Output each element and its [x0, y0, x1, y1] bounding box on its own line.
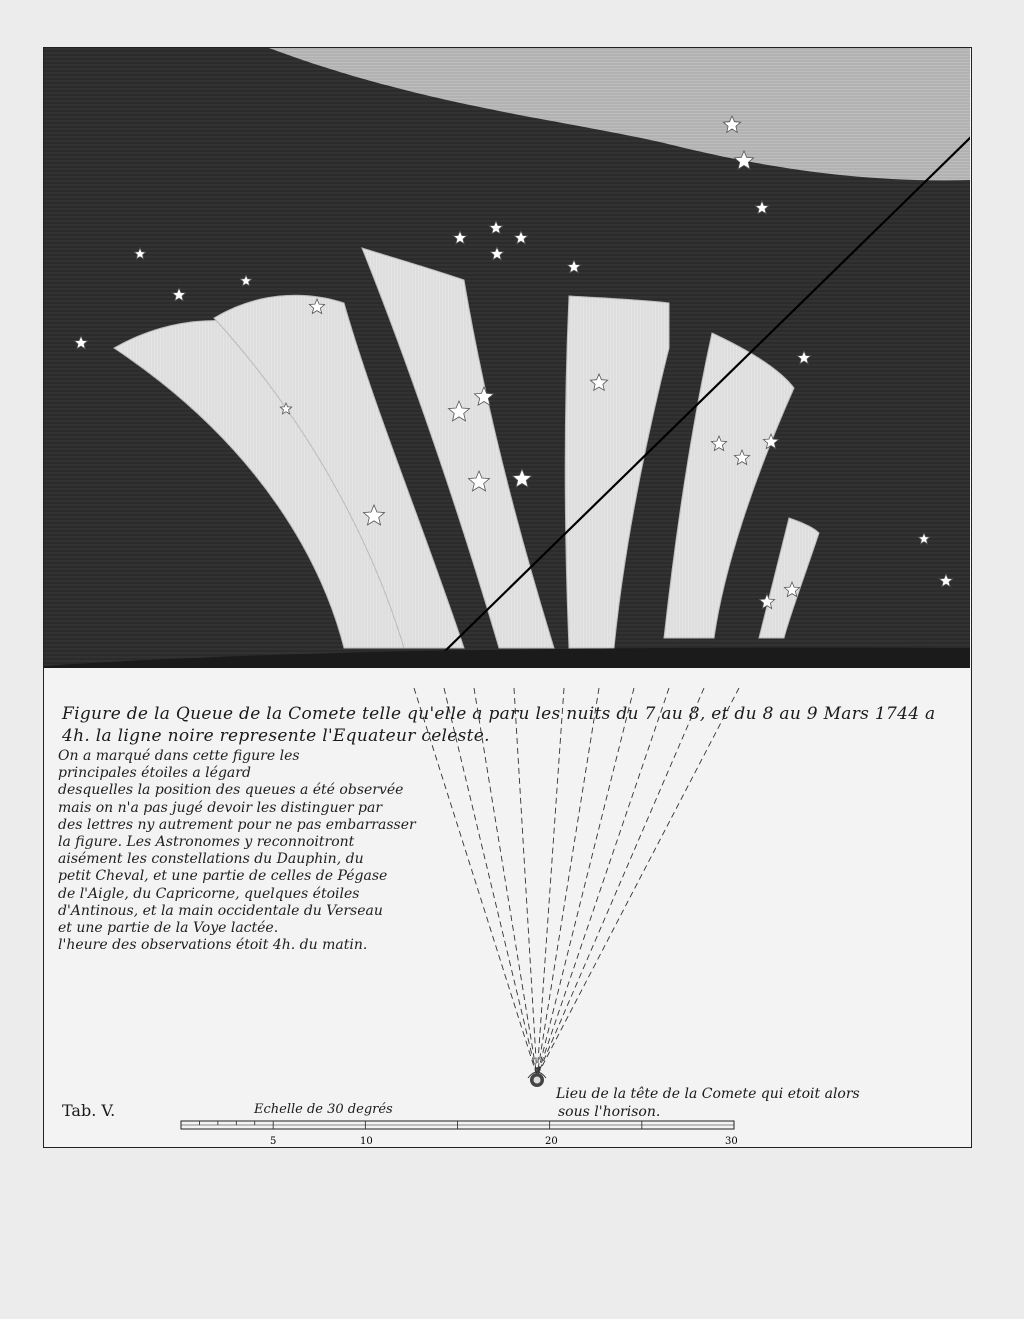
scale-tick-label: 30 [725, 1136, 738, 1147]
tail-projection-line [537, 688, 669, 1076]
tail-projection-line [414, 688, 537, 1076]
convergence-lines [44, 48, 970, 1148]
note-line: d'Antinous, et la main occidentale du Verseau [58, 902, 383, 919]
note-line: de l'Aigle, du Capricorne, quelques étoiles [58, 885, 360, 902]
comet-head-icon [528, 1072, 546, 1087]
note-line: principales étoiles a légard [58, 765, 251, 782]
scale-tick-label: 20 [545, 1136, 558, 1147]
tail-projection-line [514, 688, 537, 1076]
tail-projection-line [537, 688, 599, 1076]
figure-title-line-2: 4h. la ligne noire represente l'Equateur celeste. [62, 726, 490, 746]
note-line: des lettres ny autrement pour ne pas embarrasser [58, 816, 416, 833]
tail-projection-line [537, 688, 634, 1076]
scale-tick-label: 10 [360, 1136, 373, 1147]
tail-projection-line [537, 688, 739, 1076]
note-line: aisément les constellations du Dauphin, du [58, 851, 364, 868]
tail-projection-line [444, 688, 537, 1076]
engraving-plate [43, 47, 972, 1148]
tail-projection-line [537, 688, 564, 1076]
degree-scale-bar [181, 1121, 734, 1129]
note-line: la figure. Les Astronomes y reconnoitront [58, 834, 355, 851]
note-line: mais on n'a pas jugé devoir les distinguer par [58, 799, 383, 816]
scale-tick-label: 5 [270, 1136, 277, 1147]
comet-head-label-line-2: sous l'horison. [558, 1104, 661, 1120]
observation-notes [58, 748, 416, 954]
scale-title: Echelle de 30 degrés [254, 1102, 393, 1117]
comet-head-label-line-1: Lieu de la tête de la Comete qui etoit alors [556, 1086, 860, 1102]
tail-projection-line [474, 688, 537, 1076]
note-line: et une partie de la Voye lactée. [58, 920, 279, 937]
note-line: desquelles la position des queues a été observée [58, 782, 404, 799]
note-line: petit Cheval, et une partie de celles de Pégase [58, 868, 388, 885]
note-line: On a marqué dans cette figure les [58, 748, 300, 764]
note-line: l'heure des observations étoit 4h. du matin. [58, 937, 368, 954]
figure-title-line-1: Figure de la Queue de la Comete telle qu'elle a paru les nuits du 7 au 8, et du 8 au 9 Mars 1744 a [62, 704, 936, 724]
plate-label: Tab. V. [62, 1101, 116, 1120]
tail-projection-line [537, 688, 704, 1076]
